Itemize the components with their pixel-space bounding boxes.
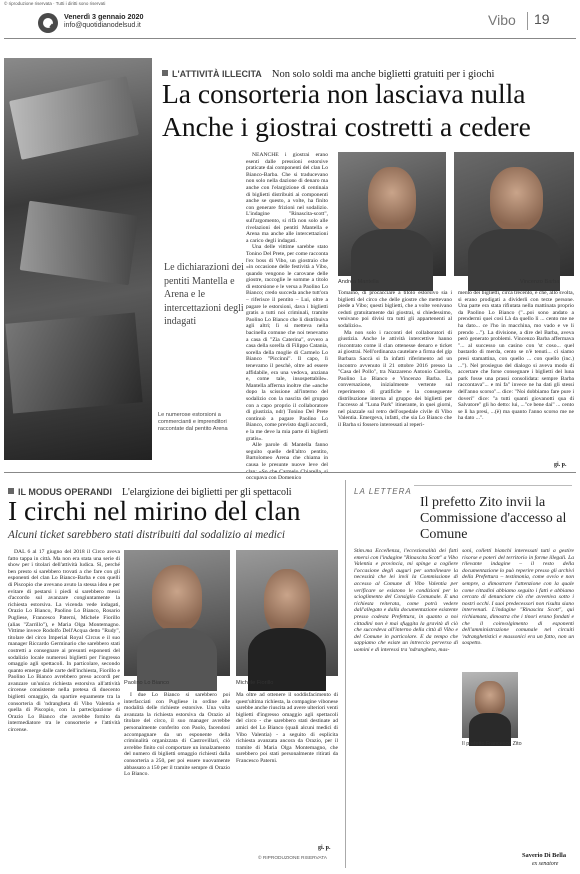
letter-col-1-text: Stim.ma Eccellenza, l'eccezionalità dei fatti emersi con l'indagine "Rinascita Scott" a Vibo Valentia e provincia, mi spinge a cogliere l'occasione degli auguri per sottolineare la necessità che lei invii la Commissione di accesso al Comune di Vibo Valentia per verificare se esistono le condizioni per lo scioglimento del Consiglio Comunale. E una richiesta reiterata, come potrà vedere dall'allegato e dalla documentazione esistente presso codesta Prefettura, in quanto a noi cittadini non è mai sfuggita la gravità di ciò che succedeva all'interno della città di Vibo e del Comune in particolare. E da tempo che sappiamo che esiste un intreccio perverso di uomini e di interessi tra 'ndrangheta, mas- (354, 548, 458, 653)
headline-line-2: Anche i giostrai costretti a cedere (162, 111, 531, 142)
caption-francesco-zito: Il prefetto Francesco Zito (462, 741, 522, 747)
portrait-michele-fiorillo (236, 550, 338, 676)
top-col-3 (458, 290, 574, 460)
top-col-1-p3: Alle parole di Mantella fanno seguito quelle dell'altro pentito, Bartolomeo Arena che chiama in causa le presunte nuove leve del occupava con Domenico (246, 442, 328, 482)
letter-signature-role: ex senatore (532, 861, 559, 867)
header-section: Vibo (488, 12, 516, 28)
letter-signature: Saverio Di Bella (522, 852, 567, 859)
letter-kicker-label: LA LETTERA (354, 487, 412, 496)
top-col-3-p1: mento dei biglietti, circa trecento, e che, allo svolta, si erano prodigati a dividerli con terze persone. Una parte era stata rifiutata nella mattinata proprio da Paolino Lo Bianco ("...poi sono andato a prendermi quei così Là da quello lì ... cento me ne ha dato... ce l'ho in macchina, mo vado e ve li prendo ..."). La divisione, a dire del Barba, aveva però generato problemi. Vincenzo Barba affermava "... al successo un casino con 'st coso... quel bastardo di merda, cento se n'è tenuti... ci siamo presi stamattina, con quello ... con quello (inc.) ..."). Nel prosieguo del dialogo si aveva modo di accertare che forse consegnare i biglietti del luna park fosse una prassi consolidata: sempre Barba raccontava"... e mi fa" invece ne ha dati gli stessi dell'anno scorso"... dice: "Noi dobbiamo fare pure i doveri" dice: "a tutti quanti giovanotti qua di Salvatore" gli ho detto: lui, ..."ce bene dai" ... cento se li ha presi, ...(è) ma quanto l'anno scorso me ne ha dato ...". (458, 290, 574, 422)
mid-kicker-label: IL MODUS OPERANDI (18, 487, 112, 497)
letter-kicker (354, 479, 572, 496)
mid-col-3-text: Ma oltre ad ottenere il soddisfacimento di quest'ultima richiesta, la compagine vibonese sarebbe anche riuscita ad avere ulteriori venti biglietti d'ingresso omaggio agli spettacoli del circo - che sarebbero stati destinate ad amici del Lo Bianco (quali alcuni medici di Vibo Valentia) - a seguito di esplicita richiesta avanzata ancora da Orazio, per il tramite di Maria Olga Montemagno, che sarebbero poi stati personalmente ritirati da Francesco Paterni. (236, 692, 338, 764)
header-divider (527, 12, 528, 30)
kicker-subtitle: Non solo soldi ma anche biglietti gratuiti per i giochi (271, 69, 495, 80)
page-number: 19 (534, 11, 550, 27)
letter-col-2 (462, 548, 574, 850)
top-col-1-p2: Una delle vittime sarebbe stato Tonino Del Prete, per come racconta l'ex boss di Vibo, un giostraio che «in occasione delle festività a Vibo, quando vengono le carovane delle giostre, raccoglie le somme a titolo di estorsione e le versa a Paolino Lo Bianco; credo succeda anche tutt'ora – riferisce il pentito – Lui, oltre a pagare le estorsioni, dava i biglietti gratis a tutti noi criminali, tramite Paolino Lo Bianco che li distribuiva agli altri; lì si metteva nella bacinella comune che noi tenevamo a casa di "Zia Caterina", ovvero a casa della sorella di Filippo Catania, sorella della moglie di Carmelo Lo Bianco "Piccinni". Il capo, lì tenevamo il peschè, oltre ad essere affidabile, era una vedova, anziana e, come tale, insospettabile». Mantella afferma inoltre che «anche dopo la scissione all'interno del sodalizio con la nascita del gruppo con a capo proprio il collaboratore di giustizia, ndr) Tonino Del Prete continuò a pagare Paolino Lo Bianco, come previsto dagli accordi, e la me deve la mia parte di biglietti gratis». (246, 244, 329, 442)
top-signature: gi. p. (554, 462, 567, 468)
mid-kicker-subtitle: L'elargizione dei biglietti per gli spettacoli (121, 487, 292, 498)
letter-headline: Il prefetto Zito invii la Commissione d'accesso al Comune (420, 495, 567, 542)
mid-headline: I circhi nel mirino del clan (8, 495, 301, 526)
header-email[interactable]: info@quotidianodelsud.it (64, 22, 141, 29)
portrait-vincenzo-barba (454, 152, 574, 276)
kicker-label: L'ATTIVITÀ ILLECITA (172, 69, 262, 79)
masthead-logo (38, 13, 58, 33)
mid-col-1-text: DAL 6 al 17 giugno del 2018 il Circo aveva fatto tappa in città. Ma non era stata una serie di show per i titolari dell'attività ludica. Sì, perché ben presto si sarebbero trovati a che fare con gli esponenti del clan Lo Bianco-Barba e con quelli di Piscopio che avevano avuto la stessa idea e per evitare di pestarsi i piedi si sarebbero messi d'accordo sul avanzare congiuntamente la richiesta estorsiva. La vicenda vede indagati, Orazio Lo Bianco, Paolino Lo Bianco, Rosario Pugliese, Francesco Paterni, Michele Fiorillo (alias "Zarrillo"), e Maria Olga Montemagno. Vittime invece Rodolfo Dell'Acqua detto "Rudy", titolare del circo Imperial Royal Circus e il suo manager Riccardo Germinario che sarebbero stati costretti a consegnare ai presunti esponenti del sodalizio locale numerosi biglietti per l'ingresso omaggio agli spettacoli. In particolare, secondo quanto emerge dalle carte dell'inchiesta, Fiorillo e Paolino Lo Bianco avrebbero preso accordi per avanzare un'unica richiesta estorsiva all'attività circense consistente nella pretesa di duecento biglietti omaggio, da spartire equamente tra la consorteria di 'ndrangheta di Vibo Valentia e quella di Piscopio, con la partecipazione di Orazio Lo Bianco che avrebbe fornito da intermediatore tra le consorterie e l'attività circense. (8, 549, 120, 734)
caption-michele-fiorillo: Michele Fiorillo (236, 680, 274, 686)
copyright-strip: © riproduzione riservata · Tutti i diritti sono riservati (4, 1, 106, 6)
main-photo-caption: Le numerose estorsioni a commercianti e imprenditori raccontate dal pentito Arena (158, 412, 228, 432)
mid-col-3 (236, 692, 338, 842)
top-col-1-lead: NEANCHE i giostrai erano esenti dalle pressioni estorsive praticate dai componenti del clan Lo Bianco-Barba. Che si traducevano non solo nella dazione di denaro ma anche con l'elargizione di centinaia di biglietti distribuiti ai componenti anche se questo, a volte, ha finito con generare frizioni nel sodalizio. L'indagine "Rinascita-scott", sull'argomento, si rifà non solo alle rivelazioni dei pentiti Mantella e Arena ma anche alle intercettazioni a carico degli indagati. (246, 152, 328, 244)
mid-rule (4, 472, 576, 473)
headline-line-1: La consorteria non lasciava nulla (162, 78, 526, 109)
mid-kicker-square-icon (8, 488, 14, 494)
portrait-andrea-mantella (338, 152, 446, 276)
pullquote-box (160, 258, 248, 332)
mid-col-2 (124, 692, 230, 864)
top-col-2 (338, 290, 452, 462)
portrait-paolino-lo-bianco (124, 550, 230, 676)
letter-divider (345, 480, 346, 868)
header-date: Venerdì 3 gennaio 2020 (64, 12, 144, 21)
top-col-2-p2: Ma non solo i racconti del collaboratori di giustizia. Anche le attività intercettive hanno riscontrato come il clan ottenesse denaro e ticket ai giostrai. Nell'ordinanza cautelare a firma del gip Barbara Saccà si fa infatti riferimento ad un incontro avvenuto il 21 ottobre 2016 presso la "Casa del Pollo", tra Nazzareno Antonio Curello, Paolino Lo Bianco e Vincenzo Barba. La conversazione, inizialmente vertente sul reperimento di gratifiche e la conseguente distribuzione interna al gruppo dei biglietti per l'accesso al "Luna Park" itinerante, in quei giorni, nel piazzale sul retro dell'ospedale civile di Vibo Valentia. Emergeva, infatti, che sia Lo Bianco che il Barba si fossero interessati al reperi- (338, 329, 452, 428)
caption-paolino-lo-bianco: Paolino Lo Bianco (124, 680, 170, 686)
pullquote-text: Le dichiarazioni dei pentiti Mantella e Arena e le intercettazioni degli indagati (164, 262, 244, 327)
caption-vincenzo-barba: Vincenzo Barba (520, 279, 560, 285)
article-main-photo (4, 58, 152, 460)
mid-col-1 (8, 549, 120, 867)
top-col-1 (246, 152, 329, 482)
mid-copyright: © RIPRODUZIONE RISERVATA (258, 856, 328, 861)
letter-col-1 (354, 548, 458, 868)
header-rule (4, 38, 576, 39)
kicker-square-icon (162, 70, 168, 76)
top-col-2-p1: Tomaino, di procacciare a titolo estorsivo sia i biglietti del circo che delle giostre che mettevano piede a Vibo; questi biglietti, che a volte venivano ceduti gratuitamente dai giostrai, si chiedessimo, venivano poi divisi tra tutti gli appartenenti al sodalizio». (338, 290, 452, 329)
mid-signature: gi. p. (318, 845, 331, 851)
caption-andrea-mantella: Andrea Mantella (338, 279, 379, 285)
mid-col-2-text: I due Lo Bianco si sarebbero poi interfacciati con Pugliese in ordine alle modalità delle richieste estorsive. Una volta avanzata la richiesta estorsiva da Orazio al titolare del circo, il suo manager avrebbe personalmente conferito con Paolo, facendosi accompagnare da un esponente della criminalità organizzata di Castrovillari, ciò avrebbe finito col comportare un innalzamento del numero di biglietti omaggio richiesti dalla consorteria a 250, per poi essere nuovamente abbassato a 150 per il tramite sempre di Orazio Lo Bianco. (124, 692, 230, 778)
letter-col-2-text: soni, colletti bianchi interessati tutti a gestire risorse e poteri del territorio in forme illegali. La rilevante indagine – il resto della documentazione lo può reperire presso gli archivi della Prefettura – testimonia, come ovvio e non sempre, a dimostrare l'attenzione con la quale come cittadini abbiamo seguito i fatti e abbiamo cercato di denunciare ciò che avveniva sotto i nostri occhi. I suoi predecessori non risulta siano intervenuti. L'indagine "Rinascita Scott", qui richiamata, dimostra che i tinori erano fondati e che il coinvolgimento di esponenti dell'amministrazione comunale nel circuiti 'ndranghetistici e massonici era un fatto, non un sospetto. (462, 548, 574, 647)
mid-subheadline: Alcuni ticket sarebbero stati distribuiti dal sodalizio ai medici (8, 529, 285, 541)
